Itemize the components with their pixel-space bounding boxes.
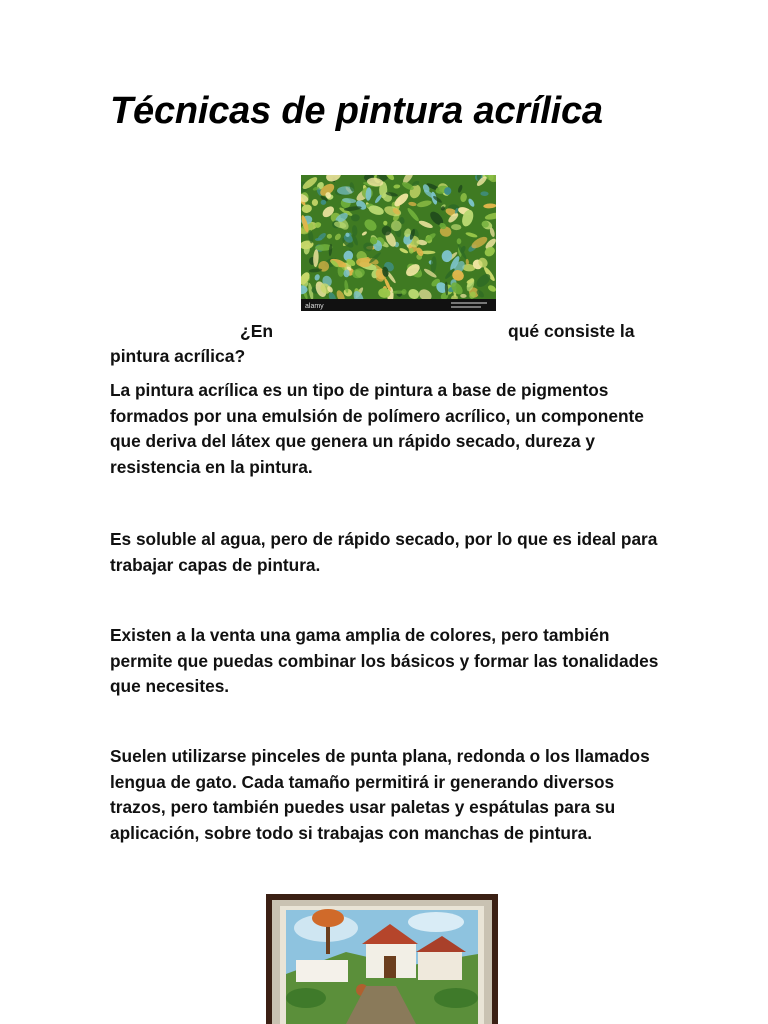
paragraph-2: Es soluble al agua, pero de rápido secado, por lo que es ideal para trabajar capas de pintura.: [110, 529, 658, 575]
paragraph-1: La pintura acrílica es un tipo de pintura a base de pigmentos formados por una emulsión de polímero acrílico, un componente que deriva del látex que genera un rápido secado, dureza y resistencia en la pintura.: [110, 380, 644, 477]
paragraph-4: Suelen utilizarse pinceles de punta plana, redonda o los llamados lengua de gato. Cada tamaño permitirá ir generando diversos trazos, pero también puedes usar paletas y espátulas para su aplicación, sobre todo si trabajas con manchas de pintura.: [110, 746, 650, 843]
question-part-3: pintura acrílica?: [110, 346, 246, 366]
framed-village-painting-image: [266, 894, 498, 1024]
section-question: [110, 319, 640, 343]
abstract-painting-image: [301, 175, 496, 311]
question-part-2: qué consiste la: [508, 321, 635, 341]
paragraph-3: Existen a la venta una gama amplia de colores, pero también permite que puedas combinar los básicos y formar las tonalidades que necesites.: [110, 625, 659, 696]
question-part-1: ¿En: [240, 321, 274, 341]
page-title: Técnicas de pintura acrílica: [110, 90, 603, 132]
image-watermark: alamy: [305, 303, 324, 310]
